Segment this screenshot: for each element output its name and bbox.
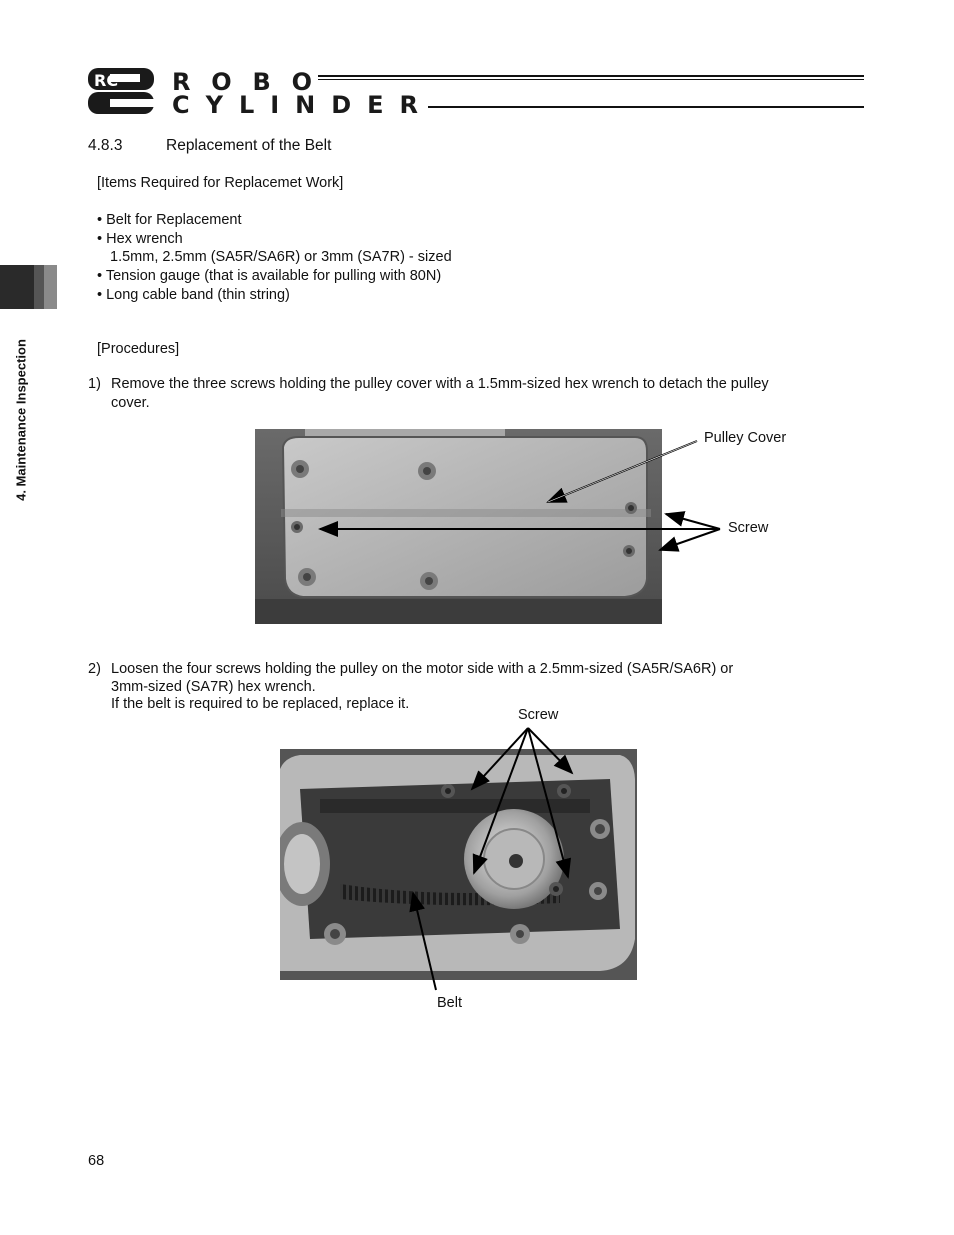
callout-screw-1: Screw xyxy=(728,520,769,536)
page-number: 68 xyxy=(88,1153,105,1169)
section-number: 4.8.3 xyxy=(88,137,123,154)
step2-line3: If the belt is required to be replaced, replace it. xyxy=(111,696,410,712)
step2-number: 2) xyxy=(88,661,101,677)
side-tab-label: 4. Maintenance Inspection xyxy=(13,339,29,501)
section-title: Replacement of the Belt xyxy=(166,137,332,154)
list-item: • Tension gauge (that is available for pulling with 80N) xyxy=(97,268,442,284)
list-item: • Hex wrench xyxy=(97,231,183,247)
items-heading: [Items Required for Replacemet Work] xyxy=(97,175,344,191)
logo-mark: RC xyxy=(94,71,119,90)
list-item: • Belt for Replacement xyxy=(97,212,242,228)
callout-screw-2: Screw xyxy=(518,707,559,723)
step1-number: 1) xyxy=(88,376,101,392)
step1-line1: Remove the three screws holding the pulley cover with a 1.5mm-sized hex wrench to detach the pulley xyxy=(111,376,769,392)
callout-pulley-cover: Pulley Cover xyxy=(704,430,787,446)
step2-line2: 3mm-sized (SA7R) hex wrench. xyxy=(111,679,316,695)
callout-belt: Belt xyxy=(437,995,462,1011)
list-item: • Long cable band (thin string) xyxy=(97,287,290,303)
step1-line2: cover. xyxy=(111,395,150,411)
logo-line1: ROBO xyxy=(172,68,312,96)
step2-line1: Loosen the four screws holding the pulley on the motor side with a 2.5mm-sized (SA5R/SA6R) or xyxy=(111,661,734,677)
logo-line2: CYLINDER xyxy=(172,91,418,119)
procedures-heading: [Procedures] xyxy=(97,341,180,357)
list-item: 1.5mm, 2.5mm (SA5R/SA6R) or 3mm (SA7R) - sized xyxy=(110,249,452,265)
